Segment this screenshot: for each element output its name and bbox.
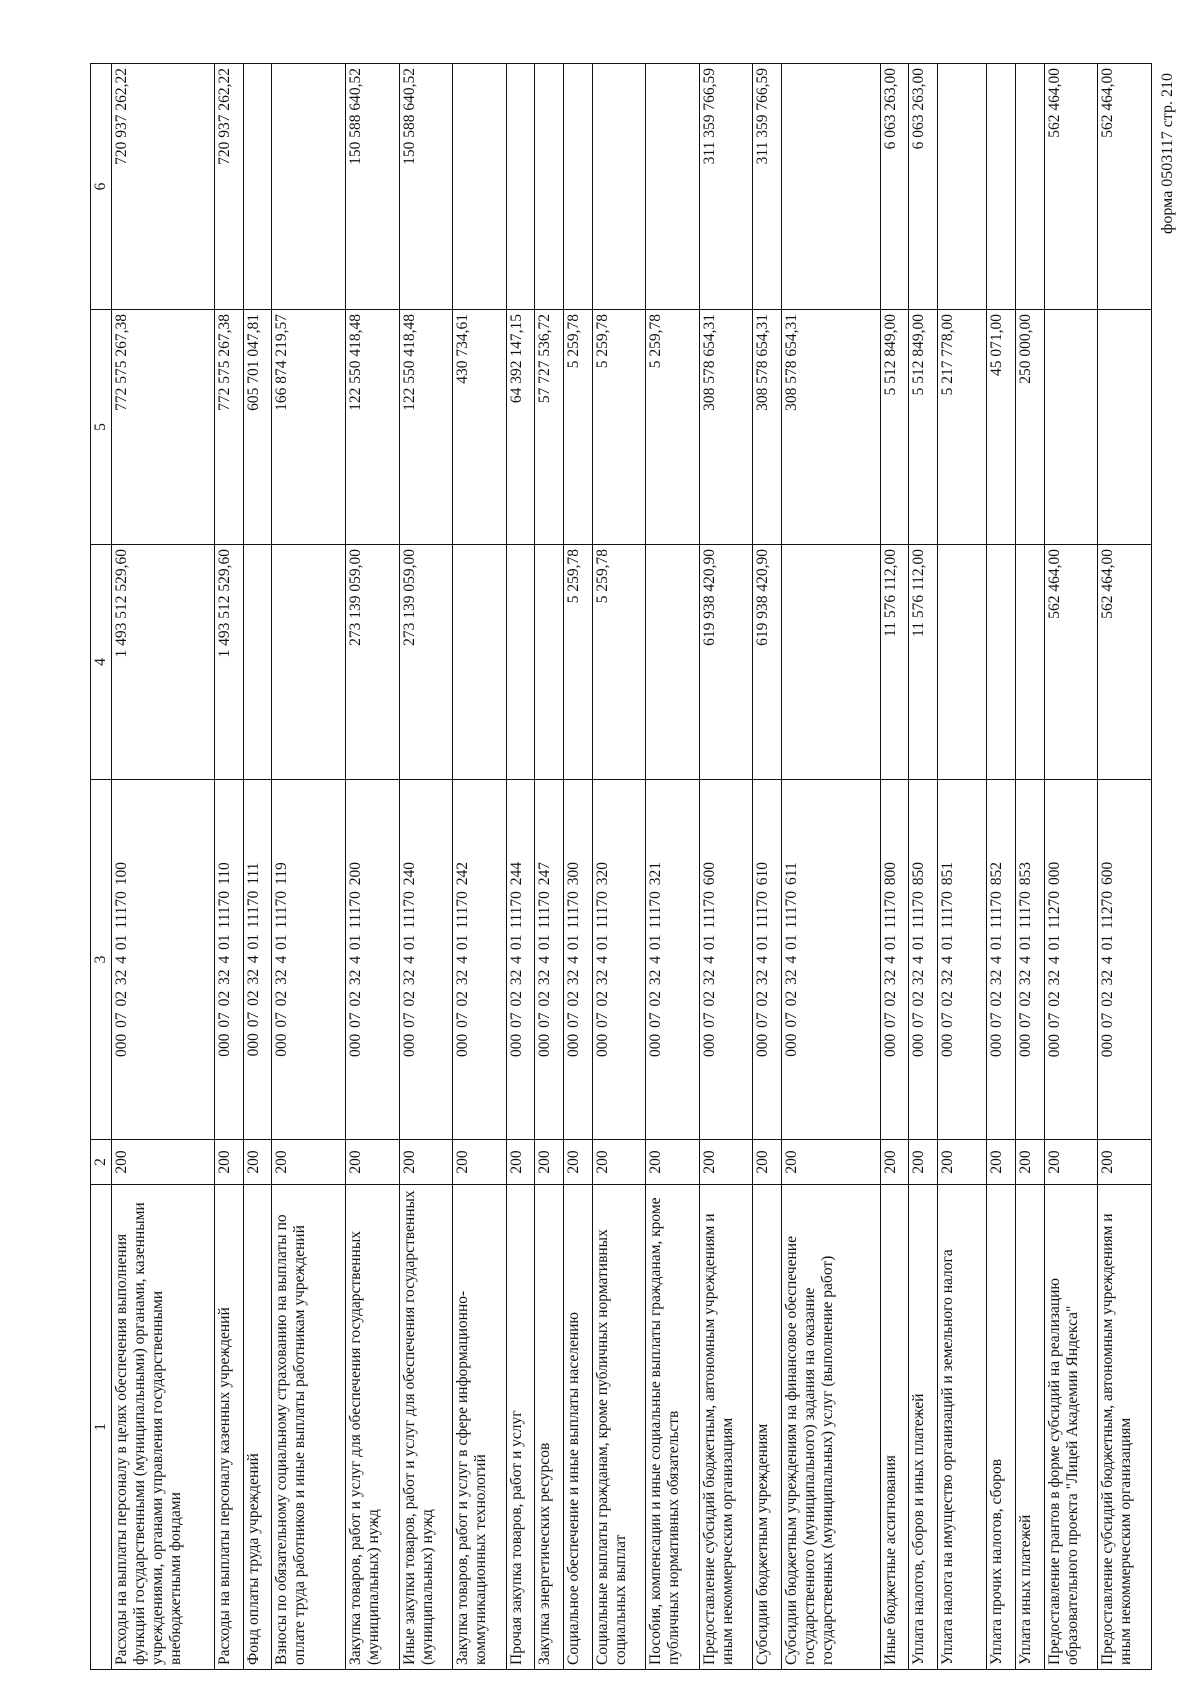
row-kbk-cell: 000 07 02 32 4 01 11170 852: [987, 780, 1016, 1140]
row-col6-cell: 562 464,00: [1044, 64, 1097, 310]
row-col5-cell: 5 259,78: [564, 310, 593, 545]
row-kbk-cell: 000 07 02 32 4 01 11170 110: [214, 780, 243, 1140]
table-row: [1098, 64, 1152, 1670]
row-col4-cell: [272, 545, 346, 780]
row-col5-cell: 5 512 849,00: [909, 310, 938, 545]
row-name-cell: Предоставление грантов в форме субсидий на реализацию образовательного проекта "Лицей Академии Яндекса": [1044, 1185, 1097, 1670]
table-row: [592, 64, 645, 1670]
row-col4-cell: [1016, 545, 1045, 780]
row-col5-cell: 308 578 654,31: [699, 310, 752, 545]
row-col6-cell: 6 063 263,00: [909, 64, 938, 310]
row-col4-cell: 562 464,00: [1044, 545, 1097, 780]
row-kbk-cell: 000 07 02 32 4 01 11170 611: [781, 780, 880, 1140]
row-col6-cell: 150 588 640,52: [346, 64, 399, 310]
row-col6-cell: [592, 64, 645, 310]
row-name-cell: Расходы на выплаты персоналу казенных учреждений: [214, 1185, 243, 1670]
table-body: [112, 64, 1152, 1670]
row-code-cell: 200: [909, 1140, 938, 1185]
row-code-cell: 200: [506, 1140, 535, 1185]
row-code-cell: 200: [346, 1140, 399, 1185]
row-col6-cell: 311 359 766,59: [699, 64, 752, 310]
row-name-cell: Уплата прочих налогов, сборов: [987, 1185, 1016, 1670]
table-row: [272, 64, 346, 1670]
row-col6-cell: 720 937 262,22: [214, 64, 243, 310]
row-code-cell: 200: [699, 1140, 752, 1185]
header-col-6: 6: [91, 64, 112, 310]
row-name-cell: Закупка товаров, работ и услуг в сфере информационно-коммуникационных технологий: [453, 1185, 506, 1670]
row-code-cell: 200: [112, 1140, 215, 1185]
row-code-cell: 200: [564, 1140, 593, 1185]
row-code-cell: 200: [1016, 1140, 1045, 1185]
row-code-cell: 200: [987, 1140, 1016, 1185]
form-label: [1159, 73, 1179, 323]
row-col4-cell: [243, 545, 272, 780]
row-col6-cell: 150 588 640,52: [399, 64, 452, 310]
row-col6-cell: [453, 64, 506, 310]
row-col6-cell: [564, 64, 593, 310]
row-code-cell: 200: [399, 1140, 452, 1185]
header-col-3: 3: [91, 780, 112, 1140]
row-kbk-cell: 000 07 02 32 4 01 11170 851: [938, 780, 987, 1140]
row-kbk-cell: 000 07 02 32 4 01 11170 300: [564, 780, 593, 1140]
row-name-cell: Социальное обеспечение и иные выплаты населению: [564, 1185, 593, 1670]
row-kbk-cell: 000 07 02 32 4 01 11170 321: [646, 780, 699, 1140]
row-code-cell: 200: [453, 1140, 506, 1185]
row-col5-cell: 5 512 849,00: [880, 310, 909, 545]
row-col6-cell: [506, 64, 535, 310]
header-col-2: 2: [91, 1140, 112, 1185]
row-col4-cell: [987, 545, 1016, 780]
row-kbk-cell: 000 07 02 32 4 01 11170 600: [699, 780, 752, 1140]
row-kbk-cell: 000 07 02 32 4 01 11170 100: [112, 780, 215, 1140]
table-row: [564, 64, 593, 1670]
row-code-cell: 200: [1044, 1140, 1097, 1185]
row-col5-cell: 57 727 536,72: [535, 310, 564, 545]
row-name-cell: Уплата иных платежей: [1016, 1185, 1045, 1670]
row-name-cell: Иные закупки товаров, работ и услуг для обеспечения государственных (муниципальных) нужд: [399, 1185, 452, 1670]
table-row: [987, 64, 1016, 1670]
row-col5-cell: 5 259,78: [592, 310, 645, 545]
table-row: [535, 64, 564, 1670]
row-col4-cell: 11 576 112,00: [880, 545, 909, 780]
row-kbk-cell: 000 07 02 32 4 01 11170 800: [880, 780, 909, 1140]
table-row: [938, 64, 987, 1670]
row-name-cell: Пособия, компенсации и иные социальные выплаты гражданам, кроме публичных нормативных обязательств: [646, 1185, 699, 1670]
row-kbk-cell: 000 07 02 32 4 01 11170 247: [535, 780, 564, 1140]
row-col6-cell: [987, 64, 1016, 310]
row-kbk-cell: 000 07 02 32 4 01 11170 850: [909, 780, 938, 1140]
row-col4-cell: [453, 545, 506, 780]
row-col5-cell: [1098, 310, 1152, 545]
table-row: [453, 64, 506, 1670]
row-code-cell: 200: [880, 1140, 909, 1185]
table-row: [646, 64, 699, 1670]
row-col6-cell: [1016, 64, 1045, 310]
row-col6-cell: [938, 64, 987, 310]
row-col4-cell: 1 493 512 529,60: [112, 545, 215, 780]
row-col5-cell: 430 734,61: [453, 310, 506, 545]
row-col4-cell: 619 938 420,90: [753, 545, 782, 780]
row-name-cell: Прочая закупка товаров, работ и услуг: [506, 1185, 535, 1670]
table-row: [1044, 64, 1097, 1670]
row-col5-cell: 250 000,00: [1016, 310, 1045, 545]
row-code-cell: 200: [272, 1140, 346, 1185]
row-kbk-cell: 000 07 02 32 4 01 11170 320: [592, 780, 645, 1140]
row-code-cell: 200: [753, 1140, 782, 1185]
budget-table: [90, 63, 1152, 1670]
row-col4-cell: [646, 545, 699, 780]
row-col6-cell: 6 063 263,00: [880, 64, 909, 310]
row-code-cell: 200: [646, 1140, 699, 1185]
row-kbk-cell: 000 07 02 32 4 01 11170 242: [453, 780, 506, 1140]
header-col-5: 5: [91, 310, 112, 545]
row-col5-cell: 605 701 047,81: [243, 310, 272, 545]
row-col4-cell: 11 576 112,00: [909, 545, 938, 780]
row-col4-cell: [781, 545, 880, 780]
row-name-cell: Предоставление субсидий бюджетным, автономным учреждениям и иным некоммерческим организациям: [699, 1185, 752, 1670]
header-col-1: 1: [91, 1185, 112, 1670]
row-col6-cell: [535, 64, 564, 310]
row-name-cell: Расходы на выплаты персоналу в целях обеспечения выполнения функций государственными (муниципальными) органами, казенными учреждениями, органами управления государственными внебюджетными фондами: [112, 1185, 215, 1670]
row-col4-cell: 619 938 420,90: [699, 545, 752, 780]
row-name-cell: Уплата налогов, сборов и иных платежей: [909, 1185, 938, 1670]
row-col5-cell: 308 578 654,31: [753, 310, 782, 545]
row-col4-cell: [938, 545, 987, 780]
table-row: [1016, 64, 1045, 1670]
row-col5-cell: 45 071,00: [987, 310, 1016, 545]
row-col6-cell: [243, 64, 272, 310]
table-row: [399, 64, 452, 1670]
row-col6-cell: [781, 64, 880, 310]
row-col5-cell: 166 874 219,57: [272, 310, 346, 545]
rotated-table-wrapper: [90, 64, 1152, 1670]
row-name-cell: Взносы по обязательному социальному страхованию на выплаты по оплате труда работников и иные выплаты работникам учреждений: [272, 1185, 346, 1670]
table-row: [506, 64, 535, 1670]
row-col5-cell: 64 392 147,15: [506, 310, 535, 545]
row-code-cell: 200: [1098, 1140, 1152, 1185]
row-col5-cell: 772 575 267,38: [214, 310, 243, 545]
row-col5-cell: 308 578 654,31: [781, 310, 880, 545]
row-name-cell: Закупка товаров, работ и услуг для обеспечения государственных (муниципальных) нужд: [346, 1185, 399, 1670]
table-row: [214, 64, 243, 1670]
row-name-cell: Фонд оплаты труда учреждений: [243, 1185, 272, 1670]
row-kbk-cell: 000 07 02 32 4 01 11170 200: [346, 780, 399, 1140]
row-kbk-cell: 000 07 02 32 4 01 11170 111: [243, 780, 272, 1140]
header-row: [91, 64, 112, 1670]
table-row: [112, 64, 215, 1670]
row-name-cell: Субсидии бюджетным учреждениям: [753, 1185, 782, 1670]
row-name-cell: Иные бюджетные ассигнования: [880, 1185, 909, 1670]
row-col5-cell: 122 550 418,48: [346, 310, 399, 545]
row-col6-cell: 311 359 766,59: [753, 64, 782, 310]
row-name-cell: Субсидии бюджетным учреждениям на финансовое обеспечение государственного (муниципального) задания на оказание государственных (муниципальных) услуг (выполнение работ): [781, 1185, 880, 1670]
row-col5-cell: [1044, 310, 1097, 545]
row-code-cell: 200: [214, 1140, 243, 1185]
row-col4-cell: 5 259,78: [564, 545, 593, 780]
row-kbk-cell: 000 07 02 32 4 01 11170 853: [1016, 780, 1045, 1140]
table-row: [346, 64, 399, 1670]
row-col5-cell: 122 550 418,48: [399, 310, 452, 545]
row-col4-cell: 562 464,00: [1098, 545, 1152, 780]
table-row: [781, 64, 880, 1670]
row-name-cell: Предоставление субсидий бюджетным, автономным учреждениям и иным некоммерческим организациям: [1098, 1185, 1152, 1670]
row-code-cell: 200: [781, 1140, 880, 1185]
header-col-4: 4: [91, 545, 112, 780]
row-code-cell: 200: [243, 1140, 272, 1185]
row-col6-cell: 562 464,00: [1098, 64, 1152, 310]
row-kbk-cell: 000 07 02 32 4 01 11170 240: [399, 780, 452, 1140]
row-kbk-cell: 000 07 02 32 4 01 11170 610: [753, 780, 782, 1140]
row-kbk-cell: 000 07 02 32 4 01 11270 600: [1098, 780, 1152, 1140]
row-col4-cell: 5 259,78: [592, 545, 645, 780]
row-name-cell: Закупка энергетических ресурсов: [535, 1185, 564, 1670]
row-col4-cell: 1 493 512 529,60: [214, 545, 243, 780]
table-row: [243, 64, 272, 1670]
row-col6-cell: 720 937 262,22: [112, 64, 215, 310]
row-code-cell: 200: [938, 1140, 987, 1185]
row-code-cell: 200: [592, 1140, 645, 1185]
row-col4-cell: 273 139 059,00: [399, 545, 452, 780]
row-name-cell: Уплата налога на имущество организаций и земельного налога: [938, 1185, 987, 1670]
row-col4-cell: [535, 545, 564, 780]
table-row: [753, 64, 782, 1670]
row-name-cell: Социальные выплаты гражданам, кроме публичных нормативных социальных выплат: [592, 1185, 645, 1670]
row-col5-cell: 5 217 778,00: [938, 310, 987, 545]
row-col6-cell: [272, 64, 346, 310]
row-kbk-cell: 000 07 02 32 4 01 11270 000: [1044, 780, 1097, 1140]
table-row: [880, 64, 909, 1670]
table-row: [699, 64, 752, 1670]
row-kbk-cell: 000 07 02 32 4 01 11170 119: [272, 780, 346, 1140]
row-col5-cell: 772 575 267,38: [112, 310, 215, 545]
row-code-cell: 200: [535, 1140, 564, 1185]
row-kbk-cell: 000 07 02 32 4 01 11170 244: [506, 780, 535, 1140]
row-col4-cell: 273 139 059,00: [346, 545, 399, 780]
row-col5-cell: 5 259,78: [646, 310, 699, 545]
row-col6-cell: [646, 64, 699, 310]
row-col4-cell: [506, 545, 535, 780]
table-row: [909, 64, 938, 1670]
form-label-text: форма 0503117 стр. 210: [1159, 73, 1176, 234]
